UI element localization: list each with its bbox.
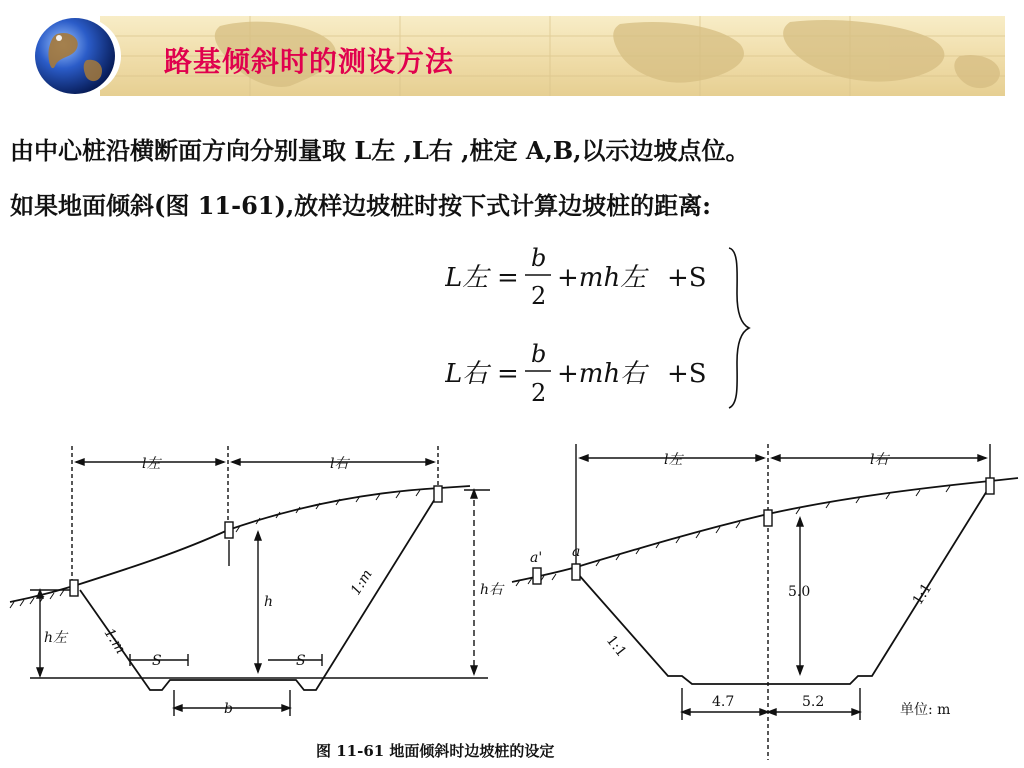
right-label-unit: 单位: m xyxy=(900,702,951,718)
formula-term-s-2: +S xyxy=(667,359,707,389)
grouping-brace xyxy=(729,248,749,408)
left-label-s-left: S xyxy=(152,653,162,669)
figure-caption: 图 11-61 地面倾斜时边坡桩的设定 xyxy=(316,742,555,760)
globe-logo xyxy=(29,12,125,96)
left-label-l-left: l左 xyxy=(142,456,161,472)
right-label-a-prime: a' xyxy=(530,550,543,566)
right-label-height: 5.0 xyxy=(788,584,811,600)
formula-equals-2: = xyxy=(497,359,519,389)
right-ground-hatch xyxy=(516,486,950,586)
formula-term-mh-left: +mh左 xyxy=(557,263,647,293)
right-label-slope-right: 1:1 xyxy=(909,580,936,609)
left-label-b: b xyxy=(224,701,233,717)
right-label-width-right: 5.2 xyxy=(802,694,825,710)
figure-11-61 xyxy=(0,436,1024,768)
left-stake-a xyxy=(70,580,78,596)
formula-numerator-1: b xyxy=(531,244,547,272)
slide-title: 路基倾斜时的测设方法 xyxy=(164,45,455,78)
paragraph-line-1: 由中心桩沿横断面方向分别量取 L左 ,L右 ,桩定 A,B,以示边坡点位。 xyxy=(10,136,750,165)
left-label-h-right: h右 xyxy=(480,582,504,598)
left-label-slope-right: 1:m xyxy=(347,566,376,599)
right-label-a: a xyxy=(572,544,581,560)
right-label-slope-left: 1:1 xyxy=(602,632,630,661)
right-label-l-right: l右 xyxy=(870,452,889,468)
formula-denominator-2: 2 xyxy=(531,379,547,407)
formula-denominator-1: 2 xyxy=(531,282,547,310)
right-label-l-left: l左 xyxy=(664,452,683,468)
formula-numerator-2: b xyxy=(531,340,547,368)
left-label-s-right: S xyxy=(296,653,306,669)
right-stake-a xyxy=(572,564,580,580)
paragraph-line-2: 如果地面倾斜(图 11-61),放样边坡桩时按下式计算边坡桩的距离: xyxy=(10,191,712,220)
left-label-slope-left: 1:m xyxy=(100,625,129,657)
left-stake-center xyxy=(225,522,233,538)
formula-right-lhs: L右 xyxy=(445,359,489,389)
formula-equals-1: = xyxy=(497,263,519,293)
right-stake-b xyxy=(986,478,994,494)
right-stake-center xyxy=(764,510,772,526)
slide-header xyxy=(0,0,1024,100)
left-stake-b xyxy=(434,486,442,502)
formula-term-s-1: +S xyxy=(667,263,707,293)
formula-left-lhs: L左 xyxy=(445,263,489,293)
left-label-h-left: h左 xyxy=(44,630,68,646)
left-ground-line xyxy=(10,486,470,602)
distance-formula xyxy=(445,244,755,414)
right-label-width-left: 4.7 xyxy=(712,694,735,710)
left-label-h: h xyxy=(264,594,274,610)
formula-term-mh-right: +mh右 xyxy=(557,359,647,389)
right-stake-a-prime xyxy=(533,568,541,584)
right-ground-line xyxy=(512,478,1018,582)
left-label-l-right: l右 xyxy=(330,456,349,472)
